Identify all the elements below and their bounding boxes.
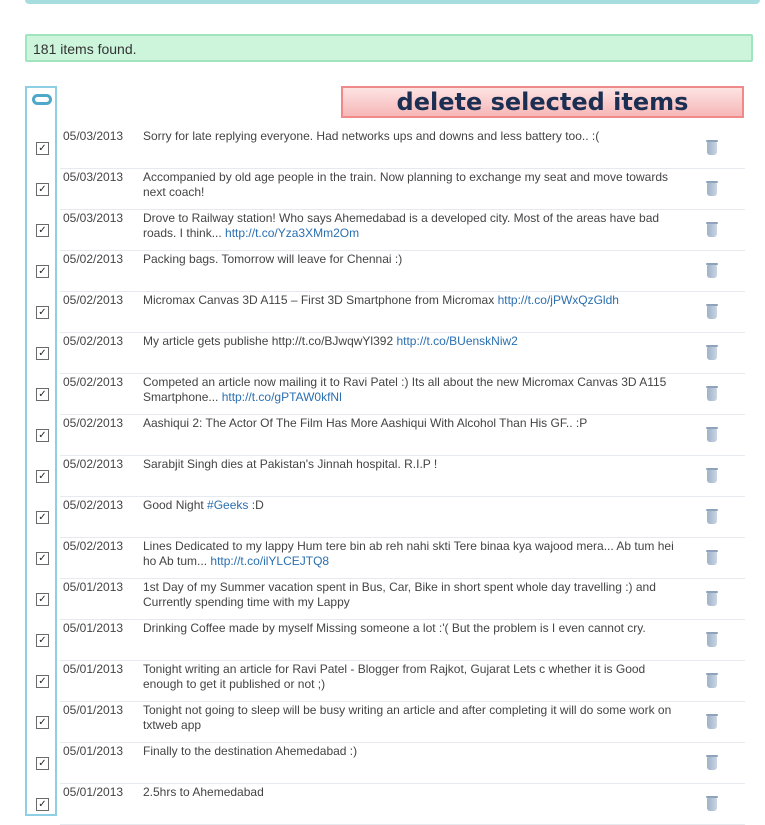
item-date: 05/01/2013	[63, 621, 124, 635]
item-date: 05/01/2013	[63, 662, 124, 676]
item-text-body: My article gets publishe http://t.co/BJwqwYl392	[143, 334, 394, 348]
item-text-body: Lines Dedicated to my lappy Hum tere bin ab reh nahi skti Tere binaa kya wajood mera... Ab tum hei ho Ab tum...	[143, 539, 674, 568]
item-text	[143, 744, 688, 759]
results-count-banner	[25, 34, 753, 62]
trash-icon[interactable]	[707, 265, 717, 278]
list-item	[25, 620, 745, 661]
item-date: 05/02/2013	[63, 375, 124, 389]
item-text	[143, 457, 688, 472]
item-text	[143, 580, 688, 610]
item-text-body: Accompanied by old age people in the train. Now planning to exchange my seat and move towards next coach!	[143, 170, 668, 199]
trash-icon[interactable]	[707, 388, 717, 401]
trash-icon[interactable]	[707, 798, 717, 811]
list-item	[25, 251, 745, 292]
list-item	[25, 784, 745, 825]
item-text-body: Tonight writing an article for Ravi Patel - Blogger from Rajkot, Gujarat Lets c whether it is Good enough to get it published or not ;)	[143, 662, 646, 691]
item-text-body: Finally to the destination Ahemedabad :)	[143, 744, 358, 758]
trash-icon[interactable]	[707, 224, 717, 237]
item-date: 05/02/2013	[63, 293, 124, 307]
item-date: 05/02/2013	[63, 416, 124, 430]
item-link[interactable]: http://t.co/jPWxQzGldh	[497, 293, 619, 307]
item-text	[143, 129, 688, 144]
trash-icon[interactable]	[707, 470, 717, 483]
item-checkbox[interactable]: ✓	[36, 470, 49, 483]
item-text	[143, 293, 688, 308]
trash-icon[interactable]	[707, 511, 717, 524]
item-checkbox[interactable]: ✓	[36, 757, 49, 770]
list-item	[25, 743, 745, 784]
item-checkbox[interactable]: ✓	[36, 552, 49, 565]
item-text	[143, 703, 688, 733]
item-text-body: Micromax Canvas 3D A115 – First 3D Smartphone from Micromax	[143, 293, 495, 307]
item-text-body: 2.5hrs to Ahemedabad	[143, 785, 264, 799]
list-item	[25, 702, 745, 743]
item-link[interactable]: #Geeks	[207, 498, 249, 512]
results-count-text: 181 items found.	[33, 41, 137, 57]
item-date: 05/02/2013	[63, 539, 124, 553]
item-text	[143, 621, 688, 636]
item-text-body: Tonight not going to sleep will be busy writing an article and after completing it will do some work on txtweb app	[143, 703, 672, 732]
list-item	[25, 210, 745, 251]
trash-icon[interactable]	[707, 183, 717, 196]
item-text-body: Good Night	[143, 498, 204, 512]
toggle-all-icon[interactable]	[32, 94, 52, 105]
trash-icon[interactable]	[707, 306, 717, 319]
item-checkbox[interactable]: ✓	[36, 265, 49, 278]
item-link[interactable]: http://t.co/BUenskNiw2	[396, 334, 518, 348]
list-item	[25, 374, 745, 415]
item-date: 05/02/2013	[63, 252, 124, 266]
item-text-body: Sarabjit Singh dies at Pakistan's Jinnah hospital. R.I.P !	[143, 457, 438, 471]
trash-icon[interactable]	[707, 142, 717, 155]
item-date: 05/02/2013	[63, 334, 124, 348]
delete-selected-button[interactable]: delete selected items	[341, 86, 744, 118]
item-text	[143, 416, 688, 431]
list-item	[25, 415, 745, 456]
item-text	[143, 170, 688, 200]
item-text-body: 1st Day of my Summer vacation spent in Bus, Car, Bike in short spent whole day travelling :) and Currently spending time with my Lappy	[143, 580, 656, 609]
item-date: 05/01/2013	[63, 703, 124, 717]
top-bar	[25, 0, 760, 4]
item-date: 05/01/2013	[63, 580, 124, 594]
item-date: 05/03/2013	[63, 170, 124, 184]
item-text	[143, 662, 688, 692]
item-date: 05/03/2013	[63, 211, 124, 225]
item-text-body: Sorry for late replying everyone. Had networks ups and downs and less battery too.. :(	[143, 129, 600, 143]
item-checkbox[interactable]: ✓	[36, 306, 49, 319]
list-item	[25, 497, 745, 538]
item-text-body: Competed an article now mailing it to Ravi Patel :) Its all about the new Micromax Canvas 3D A115 Smartphone...	[143, 375, 667, 404]
item-checkbox[interactable]: ✓	[36, 716, 49, 729]
item-date: 05/02/2013	[63, 498, 124, 512]
item-text	[143, 211, 688, 241]
item-text-suffix: :D	[248, 498, 264, 512]
item-checkbox[interactable]: ✓	[36, 347, 49, 360]
trash-icon[interactable]	[707, 429, 717, 442]
item-checkbox[interactable]: ✓	[36, 224, 49, 237]
list-item	[25, 128, 745, 169]
item-text-body: Aashiqui 2: The Actor Of The Film Has More Aashiqui With Alcohol Than His GF.. :P	[143, 416, 588, 430]
item-text	[143, 375, 688, 405]
item-checkbox[interactable]: ✓	[36, 511, 49, 524]
trash-icon[interactable]	[707, 552, 717, 565]
trash-icon[interactable]	[707, 757, 717, 770]
item-link[interactable]: http://t.co/ilYLCEJTQ8	[210, 554, 330, 568]
item-text	[143, 252, 688, 267]
list-item	[25, 579, 745, 620]
list-item	[25, 292, 745, 333]
item-text	[143, 498, 688, 513]
item-link[interactable]: http://t.co/gPTAW0kfNl	[221, 390, 342, 404]
item-text-body: Drove to Railway station! Who says Ahemedabad is a developed city. Most of the areas have bad roads. I think...	[143, 211, 660, 240]
item-checkbox[interactable]: ✓	[36, 675, 49, 688]
trash-icon[interactable]	[707, 675, 717, 688]
list-item	[25, 169, 745, 210]
tweet-list	[25, 128, 745, 825]
item-text	[143, 334, 688, 349]
item-checkbox[interactable]: ✓	[36, 429, 49, 442]
item-date: 05/02/2013	[63, 457, 124, 471]
item-text-body: Drinking Coffee made by myself Missing someone a lot :'( But the problem is I even cannot cry.	[143, 621, 646, 635]
item-checkbox[interactable]: ✓	[36, 388, 49, 401]
list-item	[25, 538, 745, 579]
item-checkbox[interactable]: ✓	[36, 798, 49, 811]
item-text	[143, 539, 688, 569]
item-date: 05/01/2013	[63, 744, 124, 758]
item-date: 05/01/2013	[63, 785, 124, 799]
trash-icon[interactable]	[707, 634, 717, 647]
item-checkbox[interactable]: ✓	[36, 634, 49, 647]
item-text-body: Packing bags. Tomorrow will leave for Chennai :)	[143, 252, 403, 266]
list-item	[25, 661, 745, 702]
item-date: 05/03/2013	[63, 129, 124, 143]
trash-icon[interactable]	[707, 593, 717, 606]
item-text	[143, 785, 688, 800]
list-item	[25, 333, 745, 374]
trash-icon[interactable]	[707, 716, 717, 729]
list-item	[25, 456, 745, 497]
item-checkbox[interactable]: ✓	[36, 593, 49, 606]
item-checkbox[interactable]: ✓	[36, 183, 49, 196]
item-checkbox[interactable]: ✓	[36, 142, 49, 155]
item-link[interactable]: http://t.co/Yza3XMm2Om	[225, 226, 360, 240]
trash-icon[interactable]	[707, 347, 717, 360]
